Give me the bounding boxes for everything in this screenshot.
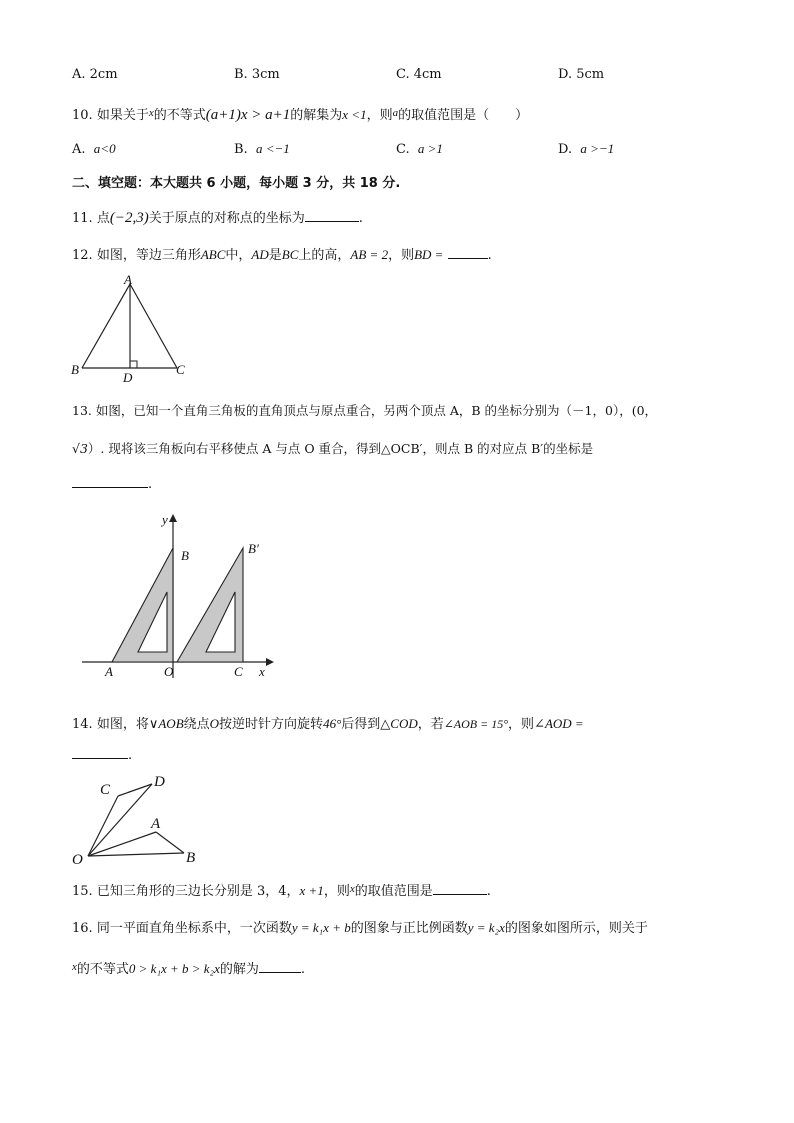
q12-label-a: A bbox=[124, 272, 132, 287]
q13-text-2: ）. 现将该三角板向右平移使点 A 与点 O 重合，得到△OCB′，则点 B 的对应点 B′的坐标是 bbox=[87, 441, 594, 456]
q14-tri1: ∨AOB bbox=[148, 716, 184, 731]
q10-option-b: B. a <−1 bbox=[234, 141, 290, 157]
q16-var-x: x bbox=[72, 961, 77, 973]
q16-text-e: 的解为 bbox=[219, 962, 259, 977]
q10-option-c: C. a >1 bbox=[396, 141, 443, 157]
q10-text-b: 的不等式 bbox=[153, 108, 206, 123]
question-14-line1 bbox=[72, 713, 584, 732]
q12-text-b: 中， bbox=[225, 248, 252, 263]
q10-solution: x <1 bbox=[342, 107, 367, 122]
question-13-line3 bbox=[72, 475, 152, 492]
q14-text-f: ，则 bbox=[508, 717, 535, 732]
q16-f2: y = k₂x bbox=[467, 920, 505, 935]
q12-triangle-figure bbox=[66, 272, 196, 384]
q9-option-b: B. 3cm bbox=[234, 67, 280, 82]
q14-end: . bbox=[128, 748, 133, 763]
q15-number: 15. bbox=[72, 884, 93, 899]
q13-text-1: 如图，已知一个直角三角板的直角顶点与原点重合，另两个顶点 A，B 的坐标分别为（－1，0），(0， bbox=[95, 403, 658, 418]
q12-abc: ABC bbox=[200, 247, 226, 262]
q13-label-x: x bbox=[259, 664, 265, 679]
q13-label-b-prime: B′ bbox=[248, 541, 259, 556]
q14-tri2: △COD bbox=[380, 716, 418, 731]
q15-end: . bbox=[486, 884, 491, 899]
q13-set-square-translated bbox=[177, 548, 243, 662]
q13-set-square-original bbox=[112, 548, 173, 662]
q13-end: . bbox=[148, 477, 153, 492]
q13-sqrt3: √3 bbox=[72, 441, 88, 456]
q14-number: 14. bbox=[72, 717, 93, 732]
question-13-line1 bbox=[72, 401, 657, 419]
q10-inequality: (a+1)x > a+1 bbox=[205, 107, 291, 123]
q12-number: 12. bbox=[72, 248, 93, 263]
q11-answer-blank[interactable] bbox=[305, 209, 359, 222]
q14-text-b: 绕点 bbox=[183, 717, 210, 732]
q16-text-d: 的不等式 bbox=[76, 962, 129, 977]
q14-text-c: 按逆时针方向旋转 bbox=[219, 717, 324, 732]
q14-text-e: ，若 bbox=[417, 717, 444, 732]
q12-text-e: ，则 bbox=[388, 248, 415, 263]
q11-point: (−2,3) bbox=[109, 210, 149, 226]
q12-end: . bbox=[487, 248, 492, 263]
q16-text-c: 的图象如图所示，则关于 bbox=[504, 921, 648, 936]
q11-text-a: 点 bbox=[96, 211, 110, 226]
q15-answer-blank[interactable] bbox=[433, 882, 487, 895]
q16-number: 16. bbox=[72, 921, 93, 936]
question-14-line2 bbox=[72, 746, 132, 763]
q13-label-a: A bbox=[105, 664, 113, 679]
q10-var-x: x bbox=[148, 107, 154, 119]
q12-bd-eq: BD = bbox=[414, 247, 444, 262]
q9-option-c: C. 4cm bbox=[396, 67, 442, 82]
q14-text-d: 后得到 bbox=[341, 717, 381, 732]
q10-text-d: ，则 bbox=[366, 108, 393, 123]
q14-rotation-figure bbox=[68, 770, 208, 870]
q14-o: O bbox=[209, 716, 220, 731]
q10-text: 如果关于 bbox=[96, 108, 149, 123]
q11-number: 11. bbox=[72, 211, 93, 226]
section-2-heading: 二、填空题：本大题共 6 小题，每小题 3 分，共 18 分. bbox=[72, 176, 401, 191]
q13-answer-blank[interactable] bbox=[72, 475, 148, 488]
q10-option-d: D. a >−1 bbox=[558, 141, 615, 157]
q14-given: ∠AOB = 15° bbox=[443, 717, 509, 731]
q12-label-b: B bbox=[71, 362, 79, 377]
q14-label-o: O bbox=[72, 852, 83, 868]
question-15 bbox=[72, 880, 491, 899]
q16-answer-blank[interactable] bbox=[259, 960, 301, 973]
q10-var-a: a bbox=[392, 107, 399, 119]
q14-label-d: D bbox=[154, 774, 165, 790]
question-16-line2 bbox=[72, 958, 305, 977]
q14-label-a: A bbox=[151, 816, 161, 832]
q14-answer-blank[interactable] bbox=[72, 746, 128, 759]
q16-inequality: 0 > k₁x + b > k₂x bbox=[128, 961, 220, 976]
q15-side: x +1 bbox=[299, 883, 324, 898]
q10-text-c: 的解集为 bbox=[290, 108, 343, 123]
q15-text-c: 的取值范围是 bbox=[354, 884, 433, 899]
q16-f1: y = k₁x + b bbox=[291, 920, 351, 935]
q13-label-o: O bbox=[164, 664, 174, 679]
q13-number: 13. bbox=[72, 403, 92, 418]
q13-translation-figure bbox=[78, 510, 278, 685]
q10-option-a: A. a<0 bbox=[72, 141, 116, 157]
q12-answer-blank[interactable] bbox=[448, 246, 488, 259]
q14-ask: ∠AOD = bbox=[534, 716, 584, 731]
q10-text-e: 的取值范围是（ ） bbox=[398, 108, 529, 123]
q10-number: 10. bbox=[72, 108, 93, 123]
q15-text-b: ，则 bbox=[323, 884, 350, 899]
q14-label-c: C bbox=[100, 782, 111, 798]
q12-text-d: 上的高， bbox=[298, 248, 351, 263]
question-16-line1 bbox=[72, 917, 648, 936]
q15-text-a: 已知三角形的三边长分别是 3，4， bbox=[96, 884, 300, 899]
q13-label-y: y bbox=[162, 512, 168, 527]
q14-text-a: 如图，将 bbox=[96, 717, 149, 732]
question-10 bbox=[72, 104, 528, 124]
question-12 bbox=[72, 244, 492, 263]
question-13-line2 bbox=[72, 439, 593, 457]
q12-text-a: 如图，等边三角形 bbox=[96, 248, 201, 263]
question-11 bbox=[72, 207, 363, 227]
q15-var-x: x bbox=[349, 883, 355, 895]
q11-end: . bbox=[358, 211, 363, 226]
q12-ab-eq: AB = 2 bbox=[350, 247, 389, 262]
q14-label-b: B bbox=[186, 850, 196, 866]
q13-label-c: C bbox=[234, 664, 243, 679]
q9-option-d: D. 5cm bbox=[558, 67, 605, 82]
q12-ad: AD bbox=[251, 247, 269, 262]
q14-angle: 46° bbox=[323, 716, 342, 731]
q12-bc: BC bbox=[281, 247, 299, 262]
q16-text-a: 同一平面直角坐标系中，一次函数 bbox=[96, 921, 292, 936]
q9-option-a: A. 2cm bbox=[72, 67, 118, 82]
q12-label-d: D bbox=[123, 370, 133, 384]
q16-end: . bbox=[300, 962, 305, 977]
q16-text-b: 的图象与正比例函数 bbox=[350, 921, 468, 936]
q12-text-c: 是 bbox=[268, 248, 282, 263]
q12-label-c: C bbox=[176, 362, 185, 377]
q11-text-b: 关于原点的对称点的坐标为 bbox=[148, 211, 305, 226]
q13-label-b: B bbox=[181, 548, 189, 563]
